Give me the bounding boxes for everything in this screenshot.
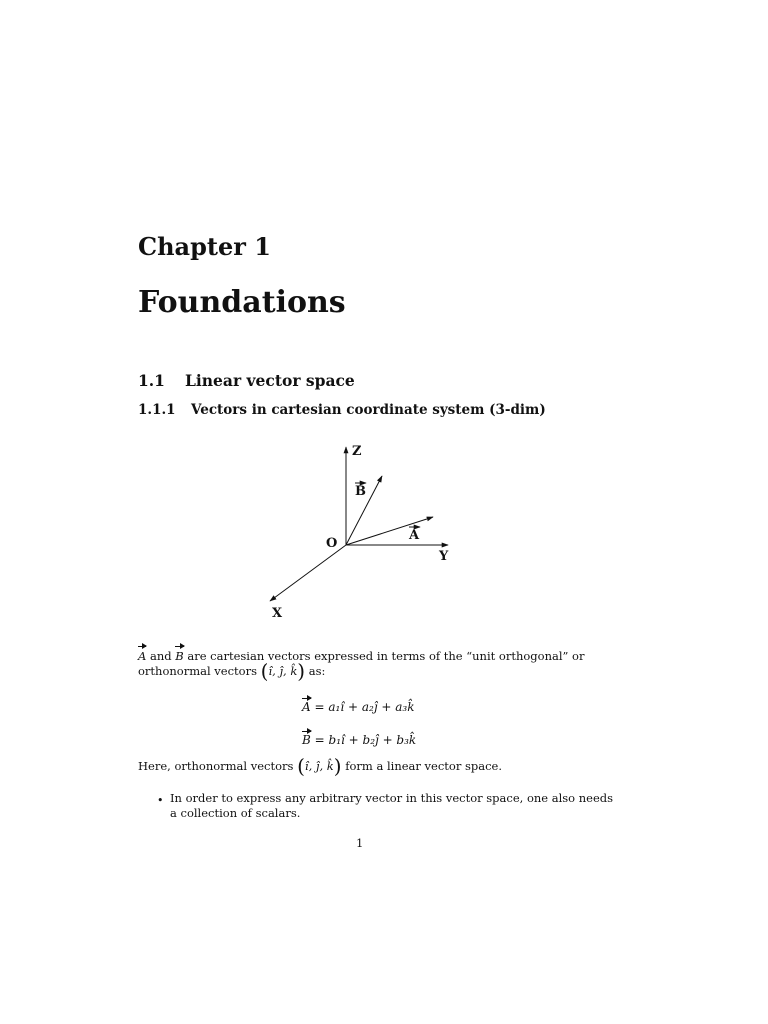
paragraph-1-line-1 (138, 645, 584, 665)
y-label: Y (439, 549, 449, 564)
paragraph-1-text: are cartesian vectors expressed in terms of the “unit orthogonal” or (187, 649, 585, 663)
section-title: Linear vector space (185, 371, 355, 390)
paren-close: ) (297, 659, 306, 683)
equation-a-rhs: = a₁î + a₂ĵ + a₃k̂ (314, 700, 415, 714)
paren-open-2: ( (297, 754, 305, 778)
vector-a-label: A (409, 528, 420, 543)
vector-a-symbol: A (138, 645, 146, 665)
bullet-line-2: a collection of scalars. (170, 806, 301, 820)
vector-b-symbol: B (175, 645, 183, 665)
equation-a (302, 697, 414, 714)
paragraph-1-line-2-end: as: (308, 664, 326, 678)
equation-b-rhs: = b₁î + b₂ĵ + b₃k̂ (314, 733, 417, 747)
chapter-title: Foundations (138, 285, 346, 320)
subsection-title: Vectors in cartesian coordinate system (3-dim) (191, 402, 546, 418)
basis-vectors-2: î, ĵ, k̂ (304, 759, 334, 773)
paragraph-2-end: form a linear vector space. (345, 759, 503, 773)
paragraph-1-line-2 (138, 659, 326, 683)
x-label: X (272, 606, 283, 621)
chapter-label: Chapter 1 (138, 232, 271, 261)
vector-a-arrow (346, 517, 433, 545)
x-axis (270, 545, 346, 601)
equation-b-vector: B (302, 730, 311, 747)
z-label: Z (352, 444, 362, 459)
bullet-item (170, 791, 613, 821)
section-number: 1.1 (138, 371, 165, 390)
origin-label: O (326, 536, 338, 551)
equation-b (302, 730, 416, 747)
vector-b-label: B (355, 484, 366, 499)
paragraph-2 (138, 754, 503, 778)
bullet-line-1: In order to express any arbitrary vector in this vector space, one also needs (170, 791, 614, 805)
equation-a-vector: A (302, 697, 311, 714)
subsection-heading (138, 402, 546, 418)
paragraph-2-start: Here, orthonormal vectors (138, 759, 294, 773)
paragraph-1-line-2-start: orthonormal vectors (138, 664, 257, 678)
paren-open: ( (260, 659, 269, 683)
cartesian-axes-diagram (260, 438, 500, 628)
page-number: 1 (356, 836, 364, 850)
section-heading (138, 371, 355, 390)
paragraph-1-and: and (149, 649, 172, 663)
subsection-number: 1.1.1 (138, 402, 176, 418)
basis-vectors: î, ĵ, k̂ (268, 664, 298, 678)
bullet-marker: • (157, 794, 164, 807)
paren-close-2: ) (333, 754, 342, 778)
